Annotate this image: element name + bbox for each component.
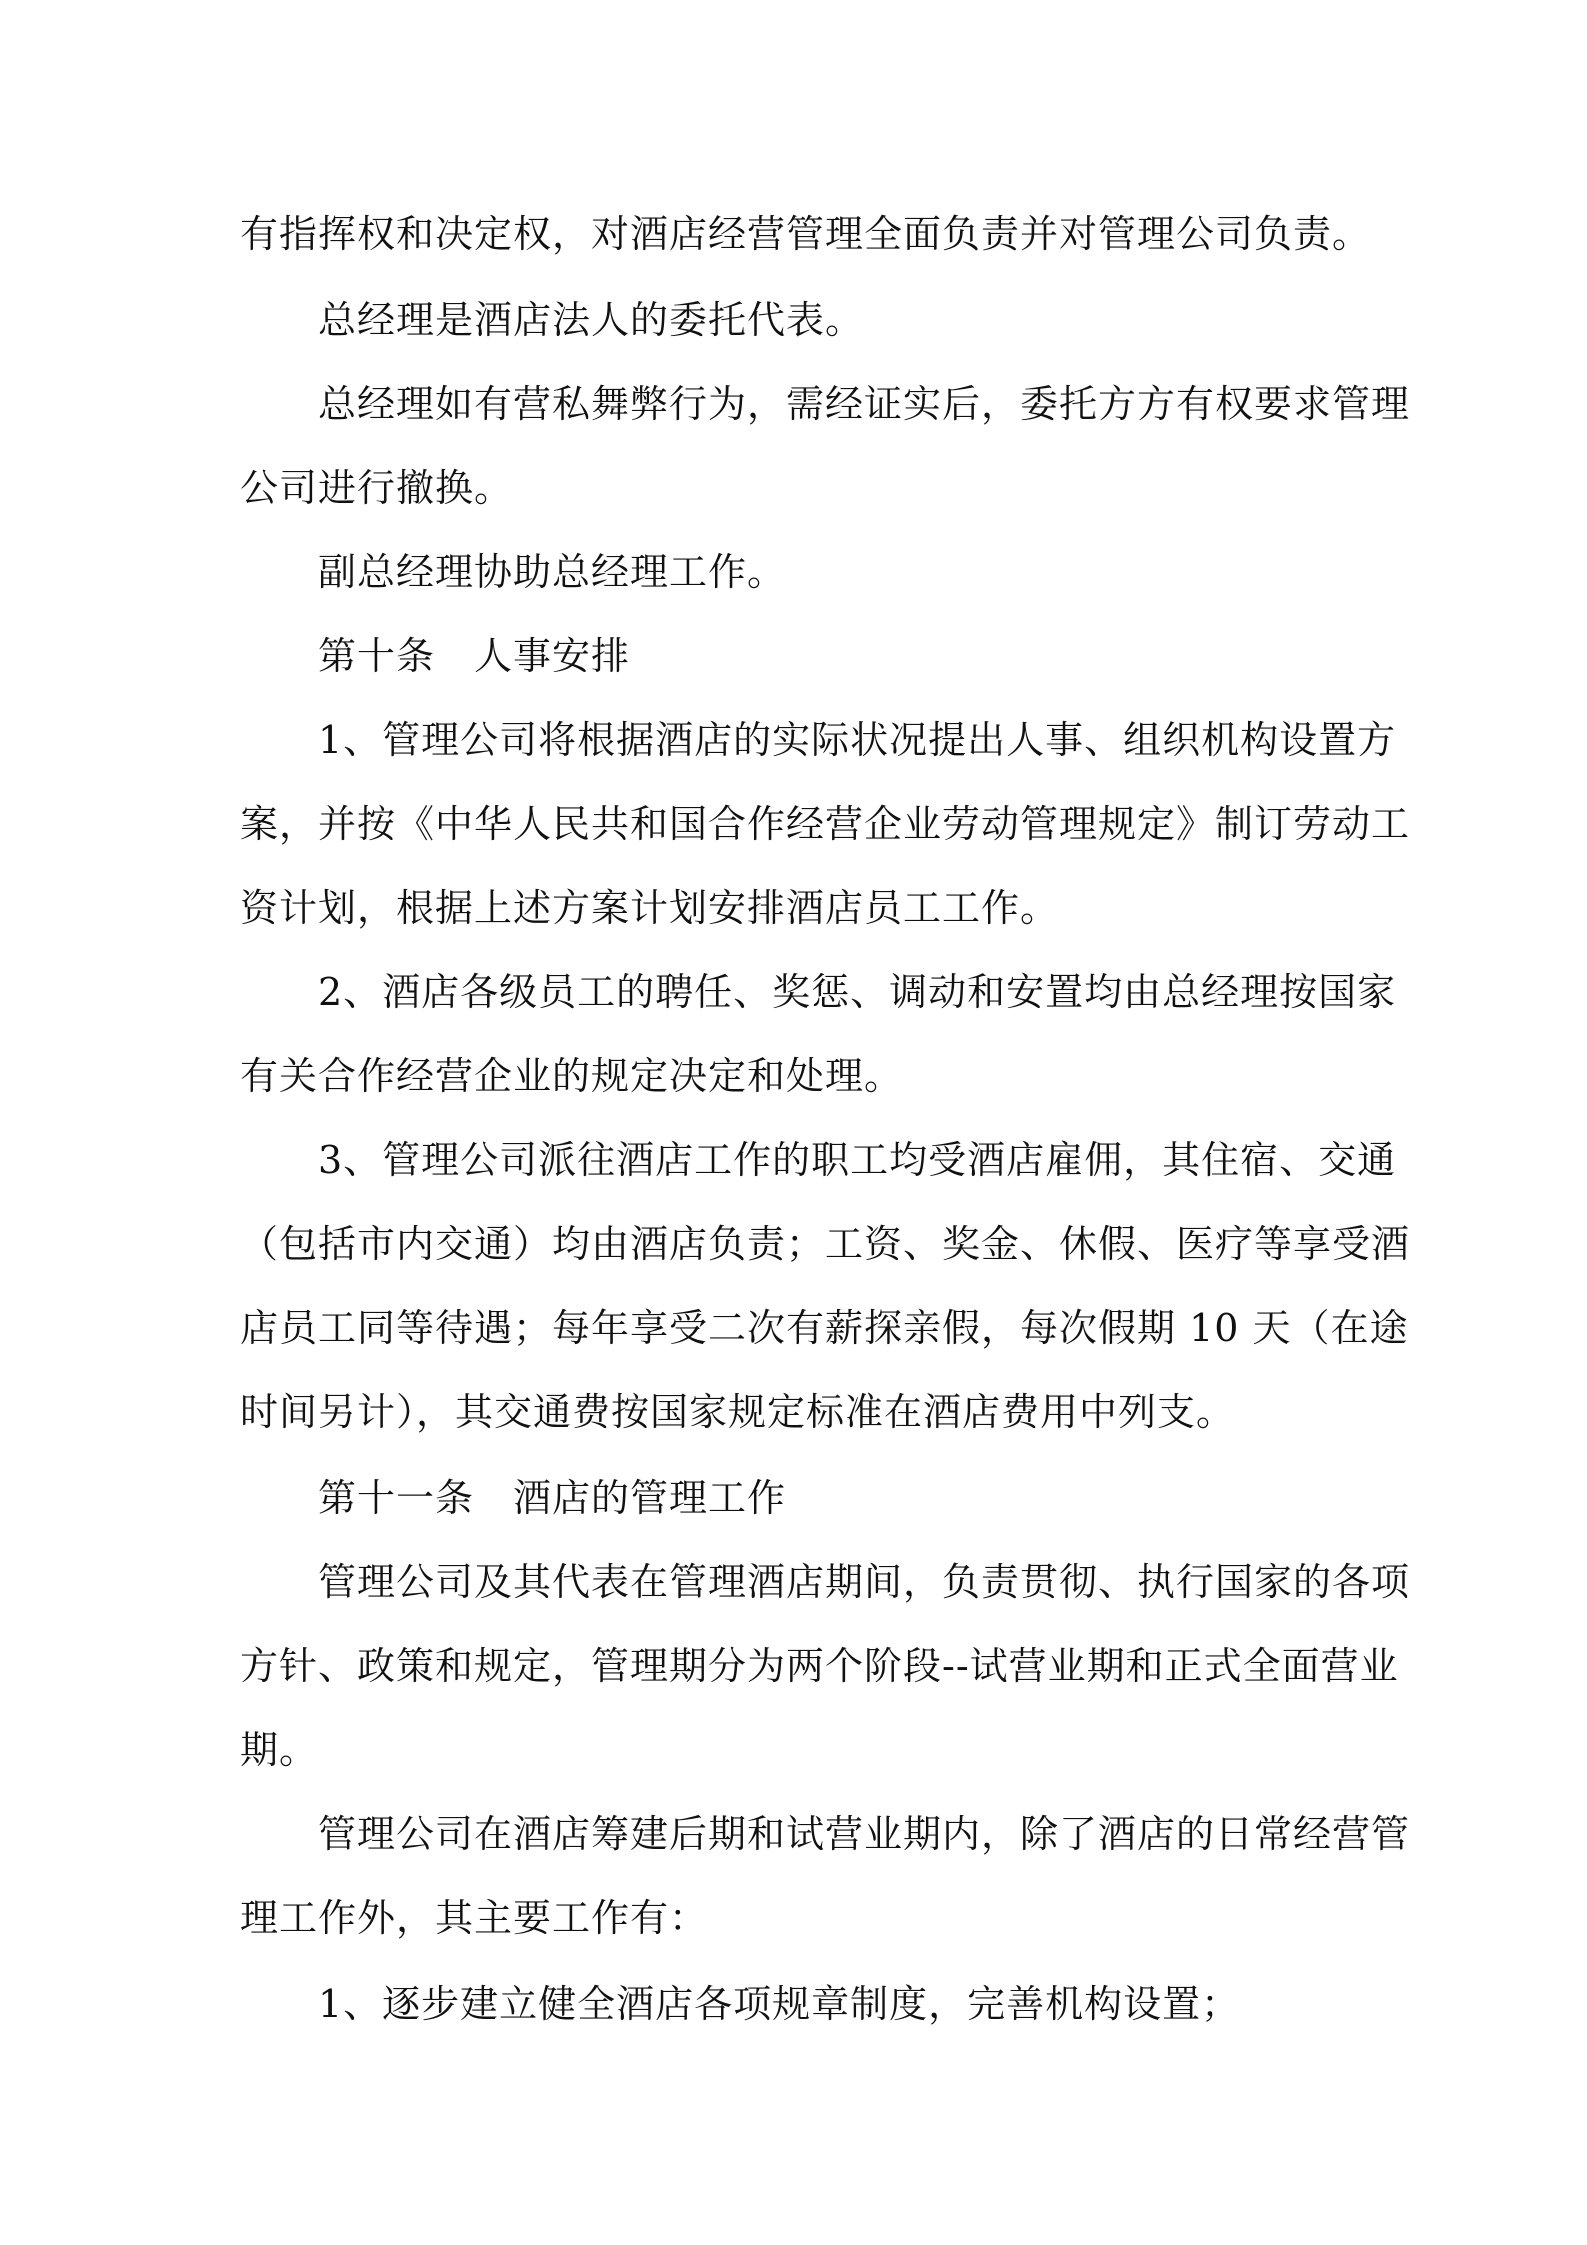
text-line: 3、管理公司派往酒店工作的职工均受酒店雇佣，其住宿、交通 [318,1138,1397,1182]
text-line: 公司进行撤换。 [240,466,514,510]
text-line: 1、管理公司将根据酒店的实际状况提出人事、组织机构设置方 [318,718,1397,762]
text-line: 理工作外，其主要工作有： [240,1896,709,1940]
text-line: 有指挥权和决定权，对酒店经营管理全面负责并对管理公司负责。 [240,212,1372,256]
text-line: 管理公司在酒店筹建后期和试营业期内，除了酒店的日常经营管 [318,1812,1411,1856]
section-heading: 第十条 人事安排 [318,634,631,678]
text-line: 总经理是酒店法人的委托代表。 [318,298,865,342]
text-line: 案，并按《中华人民共和国合作经营企业劳动管理规定》制订劳动工 [240,802,1411,846]
text-line: （包括市内交通）均由酒店负责；工资、奖金、休假、医疗等享受酒 [240,1222,1411,1266]
text-line: 1、逐步建立健全酒店各项规章制度，完善机构设置； [318,1982,1241,2026]
text-line: 店员工同等待遇；每年享受二次有薪探亲假，每次假期 10 天（在途 [240,1306,1409,1350]
text-line: 管理公司及其代表在管理酒店期间，负责贯彻、执行国家的各项 [318,1560,1411,1604]
text-line: 期。 [240,1728,319,1772]
text-line: 时间另计），其交通费按国家规定标准在酒店费用中列支。 [240,1390,1236,1434]
text-line: 资计划，根据上述方案计划安排酒店员工工作。 [240,886,1060,930]
text-line: 2、酒店各级员工的聘任、奖惩、调动和安置均由总经理按国家 [318,970,1397,1014]
text-line: 有关合作经营企业的规定决定和处理。 [240,1054,904,1098]
text-line: 方针、政策和规定，管理期分为两个阶段--试营业期和正式全面营业 [240,1644,1399,1688]
text-line: 总经理如有营私舞弊行为，需经证实后，委托方方有权要求管理 [318,382,1411,426]
section-heading: 第十一条 酒店的管理工作 [318,1476,787,1520]
text-line: 副总经理协助总经理工作。 [318,550,787,594]
